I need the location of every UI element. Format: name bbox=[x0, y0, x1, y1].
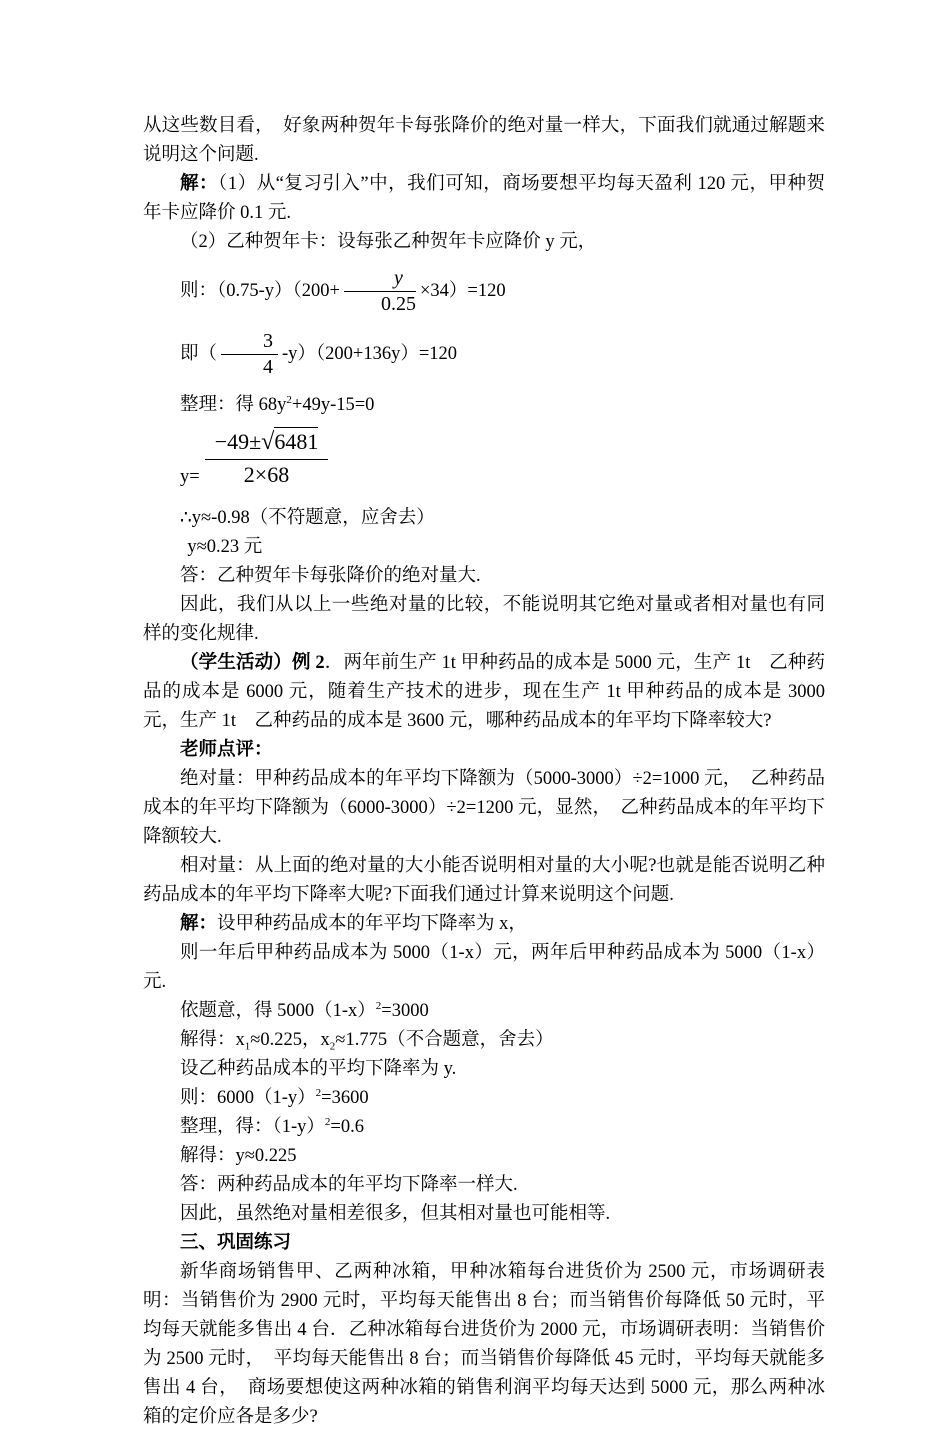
equation-text-suffix: +49y-15=0 bbox=[291, 395, 375, 415]
equation-text-prefix: 整理，得：（1-y） bbox=[180, 1117, 325, 1138]
fraction-numerator: 3 bbox=[221, 330, 278, 355]
fraction-denominator: 2×68 bbox=[243, 461, 290, 487]
equation-text-prefix: 依题意，得 5000（1-x） bbox=[180, 1001, 376, 1022]
fraction-numerator bbox=[205, 428, 329, 460]
numerator-text: −49± bbox=[214, 429, 262, 454]
text-run: ≈0.225，x bbox=[250, 1030, 330, 1051]
heading-teacher-comment: 老师点评： bbox=[180, 740, 273, 761]
paragraph-solution-part2: （2）乙种贺年卡：设每张乙种贺年卡应降价 y 元， bbox=[180, 232, 597, 252]
paragraph-set-y-rate: 设乙种药品成本的平均下降率为 y. bbox=[180, 1059, 457, 1080]
text-run: ≈1.775（不合题意，舍去） bbox=[335, 1030, 554, 1051]
paragraph-relative-quantity: 相对量：从上面的绝对量的大小能否说明相对量的大小呢?也就是能否说明乙种药品成本的年平均下降率大呢?下面我们通过计算来说明这个问题. bbox=[143, 856, 825, 906]
fraction-y-over-025 bbox=[344, 267, 416, 316]
equation-text-prefix: 整理：得 68y bbox=[180, 395, 287, 415]
sqrt-radicand: 6481 bbox=[274, 429, 319, 454]
equation-y-simplified bbox=[143, 1113, 825, 1142]
paragraph-exercise-problem: 新华商场销售甲、乙两种冰箱，甲种冰箱每台进货价为 2500 元，市场调研表明：当销售价为 2900 元时，平均每天能售出 8 台；而当销售价每降低 50 元时，平均每天就能多售出 4 台．乙种冰箱每台进货价为 2000 元，市场调研表明：当销售价为 2500 元时， 平均每天能售出 8 台；而当销售价每降低 45 元时，平均每天就能多售出 4 台， 商场要想使这两种冰箱的销售利润平均每天达到 5000 元，那么两种冰箱的定价应各是多少? bbox=[143, 1262, 825, 1428]
example-2-text: ．两年前生产 1t 甲种药品的成本是 5000 元，生产 1t 乙种药品的成本是 6000 元，随着生产技术的进步，现在生产 1t 甲种药品的成本是 3000 元，生产 1t 乙种药品的成本是 3600 元，哪种药品成本的年平均下降率较大? bbox=[143, 653, 825, 732]
equation-text-suffix: ×34）=120 bbox=[419, 280, 506, 301]
heading-consolidation-exercise: 三、巩固练习 bbox=[180, 1233, 292, 1254]
fraction-denominator: 0.25 bbox=[380, 293, 416, 315]
answer-line-2: 答：两种药品成本的年平均下降率一样大. bbox=[180, 1175, 518, 1196]
solution-x-values bbox=[143, 1026, 825, 1055]
sqrt-sign: √ bbox=[261, 429, 275, 455]
paragraph-cost-after-years: 则一年后甲种药品成本为 5000（1-x）元，两年后甲种药品成本为 5000（1-x）元. bbox=[143, 943, 825, 993]
solution-text: （1）从“复习引入”中，我们可知，商场要想平均每天盈利 120 元，甲种贺年卡应降价 0.1 元. bbox=[143, 174, 825, 223]
solution-label: 解： bbox=[180, 174, 219, 194]
equation-simplified bbox=[143, 391, 825, 420]
example-2-label: （学生活动）例 2 bbox=[180, 653, 325, 674]
superscript-2: 2 bbox=[375, 1000, 382, 1013]
equation-by-problem bbox=[143, 997, 825, 1026]
equation-y-line bbox=[143, 1084, 825, 1113]
superscript-2: 2 bbox=[286, 393, 292, 406]
text-run: 解得：x bbox=[180, 1030, 245, 1051]
equation-quadratic-root bbox=[143, 428, 825, 488]
superscript-2: 2 bbox=[324, 1116, 331, 1129]
answer-line-1: 答：乙种贺年卡每张降价的绝对量大. bbox=[180, 566, 481, 587]
equation-text-suffix: -y）（200+136y）=120 bbox=[282, 343, 458, 364]
paragraph-intro-continuation: 从这些数目看， 好象两种贺年卡每张降价的绝对量一样大，下面我们就通过解题来说明这个问题. bbox=[143, 116, 825, 165]
conclusion-y-negative: ∴y≈-0.98（不符题意，应舍去） bbox=[180, 508, 435, 529]
paragraph-solution-part1 bbox=[143, 170, 825, 228]
equation-lhs: y= bbox=[180, 466, 200, 487]
equation-text-suffix: =3000 bbox=[381, 1001, 429, 1022]
subscript-2: 2 bbox=[329, 1040, 336, 1053]
solution-y-value: 解得：y≈0.225 bbox=[180, 1146, 297, 1167]
equation-text-prefix: 即（ bbox=[180, 343, 218, 364]
document-page bbox=[143, 112, 825, 1432]
equation-text-prefix: 则：6000（1-y） bbox=[180, 1088, 316, 1109]
paragraph-example-2 bbox=[143, 649, 825, 736]
solution-label: 解： bbox=[180, 914, 218, 935]
subscript-1: 1 bbox=[244, 1040, 251, 1053]
fraction-quadratic-formula bbox=[205, 428, 329, 488]
paragraph-absolute-quantity: 绝对量：甲种药品成本的年平均下降额为（5000-3000）÷2=1000 元， 乙种药品成本的年平均下降额为（6000-3000）÷2=1200 元，显然， 乙种药品成本的年平均下降额较大. bbox=[143, 769, 825, 848]
equation-text-suffix: =0.6 bbox=[330, 1117, 364, 1138]
equation-line-2 bbox=[143, 330, 825, 379]
paragraph-solution-2 bbox=[143, 910, 825, 939]
conclusion-y-value: y≈0.23 元 bbox=[187, 537, 263, 558]
equation-text-suffix: =3600 bbox=[321, 1088, 369, 1109]
fraction-numerator: y bbox=[344, 267, 416, 292]
solution-text: 设甲种药品成本的年平均下降率为 x， bbox=[217, 914, 527, 935]
equation-line-1 bbox=[143, 267, 825, 316]
fraction-denominator: 4 bbox=[263, 356, 274, 378]
equation-text-prefix: 则：（0.75-y）（200+ bbox=[180, 280, 340, 301]
fraction-3-over-4 bbox=[221, 330, 278, 379]
paragraph-absolute-comparison: 因此，我们从以上一些绝对量的比较，不能说明其它绝对量或者相对量也有同样的变化规律. bbox=[143, 595, 825, 645]
paragraph-conclusion-relative: 因此，虽然绝对量相差很多，但其相对量也可能相等. bbox=[180, 1204, 611, 1225]
superscript-2: 2 bbox=[315, 1087, 322, 1100]
